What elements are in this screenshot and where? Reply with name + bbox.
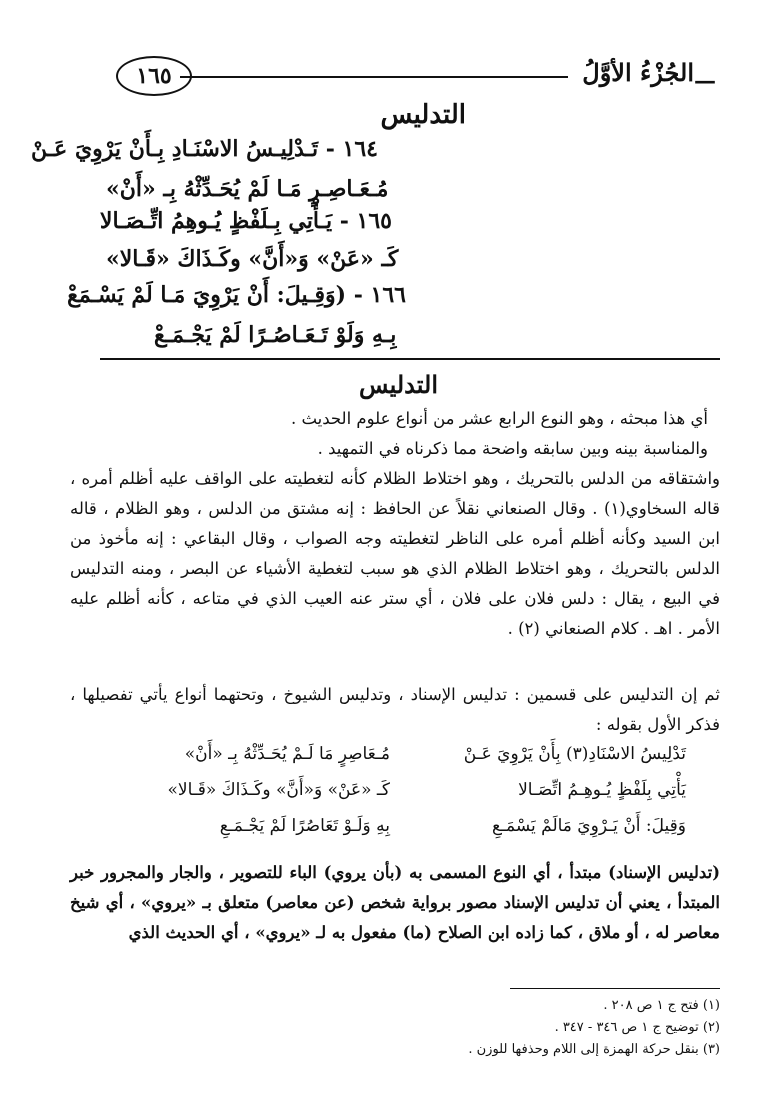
verse-line: ١٦٦ - (وَقِـيلَ: أَنْ يَرْوِيَ مَـا لَمْ يَسْـمَعْ xyxy=(67,282,406,308)
verse-line: كَـ «عَنْ» وَ«أَنَّ» وكَـذَاكَ «قَـالا» xyxy=(106,246,399,272)
poem-hemistich: كَـ «عَنْ» وَ«أَنَّ» وكَـذَاكَ «قَـالا» xyxy=(167,780,390,800)
page-number: ١٦٥ xyxy=(116,56,192,96)
poem-hemistich: وَقِيلَ: أَنْ يَـرْوِيَ مَالَمْ يَسْمَـعِ xyxy=(491,816,686,836)
paragraph: واشتقاقه من الدلس بالتحريك ، وهو اختلاط الظلام كأنه لتغطيته على الواقف عليه أظلم أمره ، قاله السخاوي(١) . وقال الصنعاني نقلاً عن الحافظ : إنه مشتق من الدلس ، وهو الظلام ، قاله ابن السيد وكأنه أظلم أمره على الناظر لتغطيته وجه الصواب ، وقال البقاعي : إنه مأخوذ من الدلس بالتحريك ، وهو اختلاط الظلام الذي هو سبب لتغطية الأشياء عن البصر ، ومنه التدليس في البيع ، يقال : دلس فلان على فلان ، أي ستر عنه العيب الذي في متاعه ، كأنه أظلم عليه الأمر . اهـ . كلام الصنعاني (٢) . xyxy=(70,469,720,638)
poem-hemistich: بِهِ وَلَـوْ تَعَاصُرًا لَمْ يَجْـمَـعِ xyxy=(219,816,390,836)
paragraph: أي هذا مبحثه ، وهو النوع الرابع عشر من أنواع علوم الحديث . xyxy=(290,409,708,428)
footnote: (٢) توضيح ج ١ ص ٣٤٦ - ٣٤٧ . xyxy=(554,1020,720,1035)
poem-hemistich: يَأْتِي بِلَفْظٍ يُـوهِـمُ اتِّصَـالا xyxy=(518,780,686,800)
poem-hemistich: مُـعَاصِرٍ مَا لَـمْ يُحَـدِّثْهُ بِـ «أَنْ» xyxy=(184,744,390,764)
verse-line: ١٦٤ - تَـدْلِيـسُ الاسْنَـادِ بِـأَنْ يَرْوِيَ عَـنْ xyxy=(30,136,378,162)
paragraph: ثم إن التدليس على قسمين : تدليس الإسناد ، وتدليس الشيوخ ، وتحتهما أنواع يأتي تفصيلها ، فذكر الأول بقوله : xyxy=(70,685,720,734)
verse-line: مُـعَـاصِـرٍ مَـا لَمْ يُحَـدِّثْهُ بِـ «أَنْ» xyxy=(106,176,389,202)
footnote: (١) فتح ج ١ ص ٢٠٨ . xyxy=(603,998,720,1013)
header-dash: — xyxy=(694,68,716,94)
verse-heading: التدليس xyxy=(380,100,466,130)
paragraph: (تدليس الإسناد) مبتدأ ، أي النوع المسمى به (بأن يروي) الباء للتصوير ، والجار والمجرور خبر المبتدأ ، يعني أن تدليس الإسناد مصور برواية شخص (عن معاصر) متعلق بـ «يروي» ، أي شيخ معاصر له ، أو ملاق ، كما زاده ابن الصلاح (ما) مفعول به لـ «يروي» ، أي الحديث الذي xyxy=(70,863,720,942)
paragraph: والمناسبة بينه وبين سابقه واضحة مما ذكرناه في التمهيد . xyxy=(317,439,708,458)
volume-title: الجُزْءُ الأوَّلُ xyxy=(582,58,694,87)
verse-divider xyxy=(100,358,720,360)
verse-line: ١٦٥ - يَـأْتِي بِـلَفْظٍ يُـوهِمُ اتِّـصَـالا xyxy=(99,208,392,234)
section-heading: التدليس xyxy=(359,370,438,399)
poem-hemistich: تَدْلِيسُ الاسْنَادِ(٣) بِأَنْ يَرْوِيَ عَـنْ xyxy=(463,744,686,764)
verse-line: بِـهِ وَلَوْ تَـعَـاصُـرًا لَمْ يَجْـمَـعْ xyxy=(154,322,397,348)
footnote-divider xyxy=(510,988,720,989)
running-header xyxy=(96,54,716,98)
header-rule xyxy=(180,76,568,78)
footnote: (٣) بنقل حركة الهمزة إلى اللام وحذفها للوزن . xyxy=(468,1042,720,1057)
